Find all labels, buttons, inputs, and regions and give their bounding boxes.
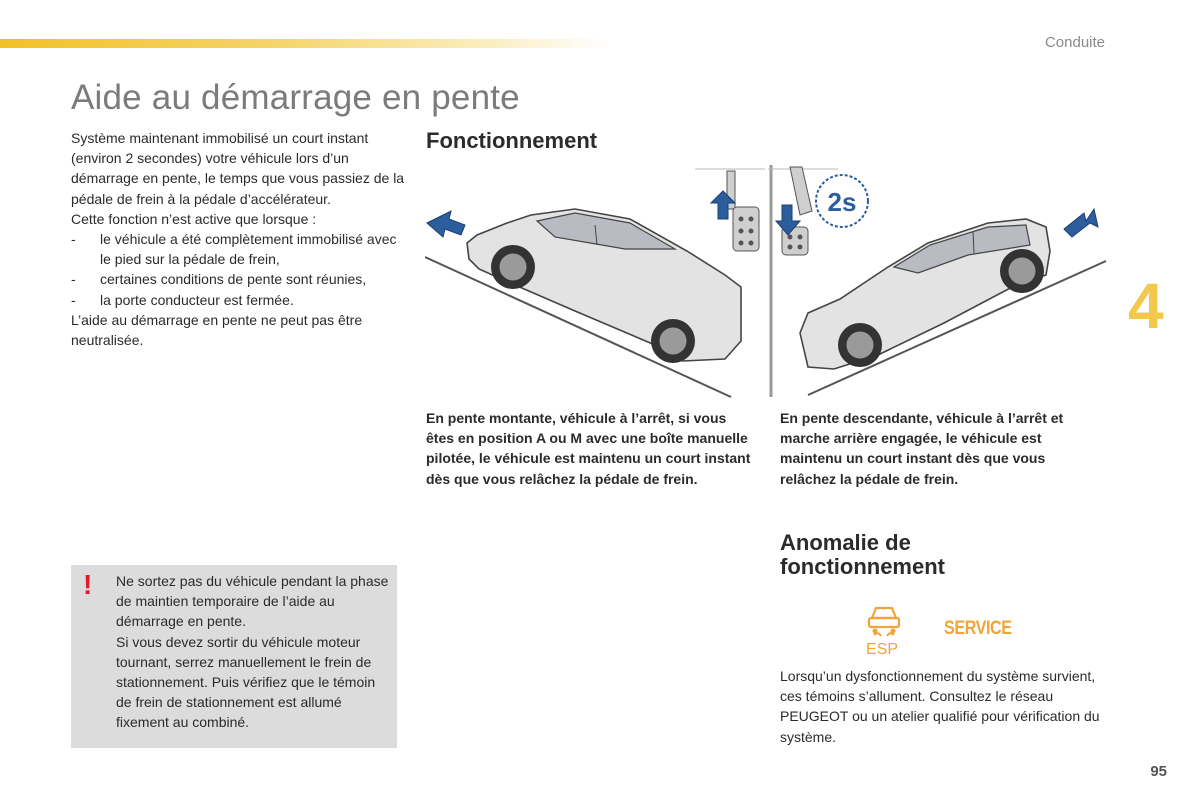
timer-icon: [816, 175, 868, 227]
forward-arrow-icon: [427, 211, 465, 237]
bullet-dash: -: [71, 271, 76, 288]
timer-label: 2s: [827, 187, 857, 217]
uphill-illustration: [425, 163, 765, 399]
esp-warning-icon: [862, 600, 906, 656]
brake-pedal-icon: [776, 167, 812, 255]
pedals-icon: [711, 171, 759, 251]
page-title: Aide au démarrage en pente: [71, 78, 520, 117]
anomalie-heading: Anomalie de fonctionnement: [780, 530, 945, 579]
section-label: Conduite: [1044, 34, 1105, 51]
closing-paragraph: L’aide au démarrage en pente ne peut pas être neutralisée.: [71, 311, 363, 349]
list-item: - certaines conditions de pente sont réunies,: [71, 269, 406, 289]
downhill-illustration: [768, 163, 1108, 399]
reverse-arrow-icon: [1064, 209, 1098, 237]
fonctionnement-heading: Fonctionnement: [426, 128, 598, 153]
intro-text: [71, 128, 406, 350]
anomalie-text: Lorsqu’un dysfonctionnement du système survient, ces témoins s’allument. Consultez le réseau PEUGEOT ou un atelier qualifié pour vérification du système.: [780, 668, 1100, 745]
warning-box: [71, 565, 397, 748]
warning-icon: !: [83, 569, 93, 600]
list-item: - la porte conducteur est fermée.: [71, 290, 406, 310]
intro-paragraph: Système maintenant immobilisé un court instant (environ 2 secondes) votre véhicule lors d’un démarrage en pente, le temps que vous passiez de la pédale de frein à la pédale d’accélérateur.: [71, 130, 405, 207]
conditions-intro: Cette fonction n’est active que lorsque :: [71, 210, 317, 227]
list-item: - le véhicule a été complètement immobilisé avec le pied sur la pédale de frein,: [71, 231, 397, 268]
bullet-dash: -: [71, 291, 76, 308]
esp-label: ESP: [865, 641, 899, 656]
caption-uphill: En pente montante, véhicule à l’arrêt, si vous êtes en position A ou M avec une boîte manuelle pilotée, le véhicule est maintenu un court instant dès que vous relâchez la pédale de frein.: [426, 410, 751, 487]
header-accent-bar: [0, 39, 610, 48]
chapter-number: 4: [1128, 270, 1164, 342]
conditions-list: [71, 229, 406, 310]
warning-paragraph: Ne sortez pas du véhicule pendant la phase de maintien temporaire de l’aide au démarrage en pente.: [116, 573, 389, 630]
page-number: 95: [1150, 763, 1167, 780]
service-warning-label: SERVICE: [944, 618, 1012, 639]
warning-text: [116, 571, 391, 733]
caption-downhill: En pente descendante, véhicule à l’arrêt et marche arrière engagée, le véhicule est maintenu un court instant dès que vous relâchez la pédale de frein.: [780, 410, 1064, 487]
warning-paragraph: Si vous devez sortir du véhicule moteur tournant, serrez manuellement le frein de stationnement. Puis vérifiez que le témoin de frein de stationnement est allumé fixement au combiné.: [116, 633, 376, 731]
bullet-dash: -: [71, 231, 76, 248]
